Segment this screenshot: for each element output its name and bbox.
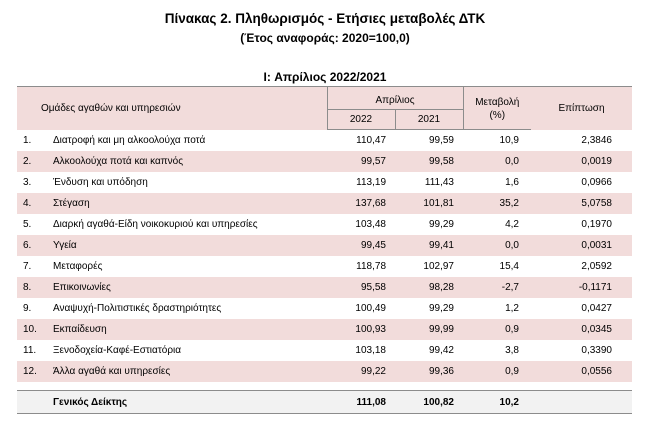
row-category: Στέγαση: [53, 193, 327, 214]
row-change: 0,9: [463, 319, 531, 340]
table-row: [17, 235, 632, 256]
header-april: Απρίλιος: [327, 87, 463, 110]
row-category: Υγεία: [53, 235, 327, 256]
row-value-2021: 111,43: [395, 172, 463, 193]
table-row: [17, 340, 632, 361]
row-weight: -0,1171: [531, 277, 632, 298]
header-change-unit: (%): [463, 110, 531, 130]
row-weight: 0,0019: [531, 151, 632, 172]
table-row: [17, 151, 632, 172]
row-weight: 2,3846: [531, 130, 632, 152]
row-value-2022: 99,22: [327, 361, 395, 382]
total-label: Γενικός Δείκτης: [53, 391, 327, 414]
row-change: 10,9: [463, 130, 531, 152]
row-value-2022: 99,45: [327, 235, 395, 256]
row-category: Επικοινωνίες: [53, 277, 327, 298]
total-change: 10,2: [463, 391, 531, 414]
row-value-2022: 100,93: [327, 319, 395, 340]
row-number: 4.: [17, 193, 53, 214]
total-value-2022: 111,08: [327, 391, 395, 414]
header-groups: Ομάδες αγαθών και υπηρεσιών: [17, 87, 327, 130]
table-row: [17, 361, 632, 382]
row-value-2022: 118,78: [327, 256, 395, 277]
row-number: 7.: [17, 256, 53, 277]
row-category: Ξενοδοχεία-Καφέ-Εστιατόρια: [53, 340, 327, 361]
row-number: 10.: [17, 319, 53, 340]
row-weight: 0,0966: [531, 172, 632, 193]
row-value-2022: 103,48: [327, 214, 395, 235]
row-number: 5.: [17, 214, 53, 235]
row-category: Μεταφορές: [53, 256, 327, 277]
row-value-2021: 99,36: [395, 361, 463, 382]
table-row: [17, 277, 632, 298]
row-change: 3,8: [463, 340, 531, 361]
row-value-2022: 100,49: [327, 298, 395, 319]
row-category: Εκπαίδευση: [53, 319, 327, 340]
table-row: [17, 319, 632, 340]
total-weight: [531, 391, 632, 414]
row-number: 12.: [17, 361, 53, 382]
row-value-2021: 99,58: [395, 151, 463, 172]
table-row: [17, 214, 632, 235]
row-weight: 5,0758: [531, 193, 632, 214]
row-weight: 2,0592: [531, 256, 632, 277]
total-value-2021: 100,82: [395, 391, 463, 414]
row-value-2021: 99,59: [395, 130, 463, 152]
row-number: 8.: [17, 277, 53, 298]
row-weight: 0,1970: [531, 214, 632, 235]
row-value-2021: 99,29: [395, 298, 463, 319]
row-change: 35,2: [463, 193, 531, 214]
row-change: -2,7: [463, 277, 531, 298]
row-value-2022: 99,57: [327, 151, 395, 172]
header-year-2022: 2022: [327, 110, 395, 130]
spacer-row: [17, 382, 632, 391]
row-value-2021: 101,81: [395, 193, 463, 214]
row-weight: 0,0345: [531, 319, 632, 340]
row-weight: 0,3390: [531, 340, 632, 361]
row-change: 4,2: [463, 214, 531, 235]
table-row: [17, 193, 632, 214]
row-weight: 0,0031: [531, 235, 632, 256]
row-value-2021: 99,41: [395, 235, 463, 256]
row-number: 1.: [17, 130, 53, 152]
header-change: Μεταβολή: [463, 87, 531, 110]
header-weight: Επίπτωση: [531, 87, 632, 130]
row-change: 0,9: [463, 361, 531, 382]
row-value-2021: 102,97: [395, 256, 463, 277]
table-row: [17, 298, 632, 319]
row-number: 2.: [17, 151, 53, 172]
row-value-2021: 99,29: [395, 214, 463, 235]
row-number: 3.: [17, 172, 53, 193]
row-value-2022: 113,19: [327, 172, 395, 193]
row-category: Διατροφή και μη αλκοολούχα ποτά: [53, 130, 327, 152]
table-row: [17, 256, 632, 277]
row-number: 9.: [17, 298, 53, 319]
row-value-2021: 99,99: [395, 319, 463, 340]
row-category: Διαρκή αγαθά-Είδη νοικοκυριού και υπηρεσίες: [53, 214, 327, 235]
row-weight: 0,0556: [531, 361, 632, 382]
row-change: 15,4: [463, 256, 531, 277]
row-category: Άλλα αγαθά και υπηρεσίες: [53, 361, 327, 382]
row-change: 0,0: [463, 235, 531, 256]
row-category: Αναψυχή-Πολιτιστικές δραστηριότητες: [53, 298, 327, 319]
row-change: 0,0: [463, 151, 531, 172]
row-number: 6.: [17, 235, 53, 256]
section-heading: I: Απρίλιος 2022/2021: [263, 70, 387, 84]
row-value-2022: 95,58: [327, 277, 395, 298]
inflation-table: [17, 86, 632, 414]
row-value-2021: 98,28: [395, 277, 463, 298]
row-value-2021: 99,42: [395, 340, 463, 361]
total-number: [17, 391, 53, 414]
row-weight: 0,0427: [531, 298, 632, 319]
table-row: [17, 172, 632, 193]
table-row: [17, 130, 632, 152]
row-value-2022: 103,18: [327, 340, 395, 361]
total-row: [17, 391, 632, 414]
header-year-2021: 2021: [395, 110, 463, 130]
row-category: Αλκοολούχα ποτά και καπνός: [53, 151, 327, 172]
row-change: 1,2: [463, 298, 531, 319]
table-title: Πίνακας 2. Πληθωρισμός - Ετήσιες μεταβολές ΔΤΚ: [164, 11, 486, 26]
header-row-1: [17, 87, 632, 110]
row-value-2022: 137,68: [327, 193, 395, 214]
row-change: 1,6: [463, 172, 531, 193]
row-category: Ένδυση και υπόδηση: [53, 172, 327, 193]
row-value-2022: 110,47: [327, 130, 395, 152]
row-number: 11.: [17, 340, 53, 361]
table-subtitle: (Έτος αναφοράς: 2020=100,0): [240, 31, 410, 45]
